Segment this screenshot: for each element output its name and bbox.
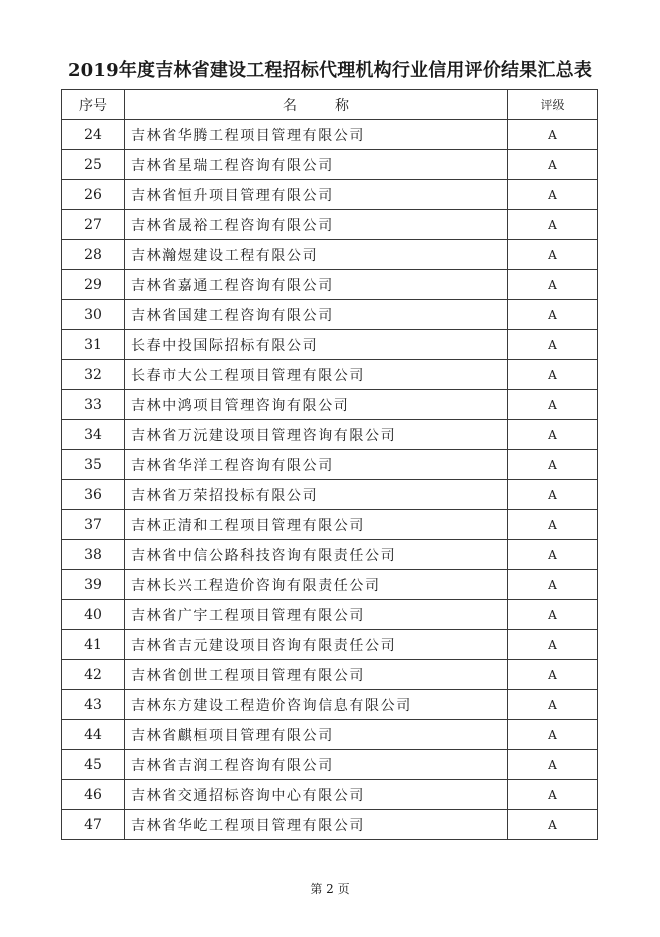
table-row	[62, 360, 598, 390]
rating-grade: A	[508, 300, 598, 330]
row-number: 42	[62, 660, 125, 690]
row-number: 25	[62, 150, 125, 180]
rating-grade: A	[508, 810, 598, 840]
company-name: 吉林省交通招标咨询中心有限公司	[125, 780, 508, 810]
row-number: 40	[62, 600, 125, 630]
table-row	[62, 270, 598, 300]
table-row	[62, 240, 598, 270]
company-name: 吉林正清和工程项目管理有限公司	[125, 510, 508, 540]
header-no: 序号	[62, 90, 125, 120]
row-number: 34	[62, 420, 125, 450]
company-name: 吉林省万荣招投标有限公司	[125, 480, 508, 510]
header-grade: 评级	[508, 90, 598, 120]
company-name: 长春中投国际招标有限公司	[125, 330, 508, 360]
table-row	[62, 450, 598, 480]
table-row	[62, 480, 598, 510]
table-row	[62, 810, 598, 840]
company-name: 吉林省星瑞工程咨询有限公司	[125, 150, 508, 180]
table-row	[62, 510, 598, 540]
table-row	[62, 180, 598, 210]
rating-grade: A	[508, 480, 598, 510]
company-name: 吉林省中信公路科技咨询有限责任公司	[125, 540, 508, 570]
row-number: 24	[62, 120, 125, 150]
table-row	[62, 660, 598, 690]
row-number: 43	[62, 690, 125, 720]
rating-grade: A	[508, 570, 598, 600]
row-number: 30	[62, 300, 125, 330]
row-number: 35	[62, 450, 125, 480]
rating-grade: A	[508, 780, 598, 810]
company-name: 吉林省恒升项目管理有限公司	[125, 180, 508, 210]
table-row	[62, 750, 598, 780]
table-row	[62, 720, 598, 750]
company-name: 吉林省广宇工程项目管理有限公司	[125, 600, 508, 630]
rating-grade: A	[508, 240, 598, 270]
company-name: 吉林东方建设工程造价咨询信息有限公司	[125, 690, 508, 720]
company-name: 吉林省万沅建设项目管理咨询有限公司	[125, 420, 508, 450]
table-row	[62, 630, 598, 660]
row-number: 31	[62, 330, 125, 360]
company-name: 吉林瀚煜建设工程有限公司	[125, 240, 508, 270]
row-number: 46	[62, 780, 125, 810]
company-name: 吉林长兴工程造价咨询有限责任公司	[125, 570, 508, 600]
row-number: 28	[62, 240, 125, 270]
table-row	[62, 540, 598, 570]
table-header-row	[62, 90, 598, 120]
rating-grade: A	[508, 600, 598, 630]
rating-grade: A	[508, 120, 598, 150]
row-number: 29	[62, 270, 125, 300]
company-name: 吉林省晟裕工程咨询有限公司	[125, 210, 508, 240]
row-number: 32	[62, 360, 125, 390]
header-name-part2: 称	[335, 97, 349, 114]
table-row	[62, 120, 598, 150]
rating-grade: A	[508, 150, 598, 180]
company-name: 吉林省吉润工程咨询有限公司	[125, 750, 508, 780]
row-number: 36	[62, 480, 125, 510]
company-name: 吉林省创世工程项目管理有限公司	[125, 660, 508, 690]
company-name: 吉林省华腾工程项目管理有限公司	[125, 120, 508, 150]
rating-grade: A	[508, 360, 598, 390]
rating-grade: A	[508, 690, 598, 720]
rating-grade: A	[508, 270, 598, 300]
table-row	[62, 420, 598, 450]
company-name: 吉林中鸿项目管理咨询有限公司	[125, 390, 508, 420]
table-row	[62, 150, 598, 180]
table-row	[62, 690, 598, 720]
company-name: 长春市大公工程项目管理有限公司	[125, 360, 508, 390]
page-number: 第 2 页	[310, 882, 350, 896]
row-number: 38	[62, 540, 125, 570]
rating-grade: A	[508, 720, 598, 750]
company-name: 吉林省华洋工程咨询有限公司	[125, 450, 508, 480]
table-row	[62, 570, 598, 600]
company-name: 吉林省嘉通工程咨询有限公司	[125, 270, 508, 300]
table-row	[62, 780, 598, 810]
rating-grade: A	[508, 750, 598, 780]
rating-grade: A	[508, 450, 598, 480]
rating-grade: A	[508, 540, 598, 570]
rating-grade: A	[508, 420, 598, 450]
table-body	[62, 120, 598, 840]
row-number: 41	[62, 630, 125, 660]
company-name: 吉林省麒桓项目管理有限公司	[125, 720, 508, 750]
table-row	[62, 600, 598, 630]
rating-grade: A	[508, 210, 598, 240]
row-number: 44	[62, 720, 125, 750]
table-row	[62, 210, 598, 240]
row-number: 39	[62, 570, 125, 600]
header-name	[125, 90, 508, 120]
row-number: 27	[62, 210, 125, 240]
table-row	[62, 330, 598, 360]
page-title: 2019年度吉林省建设工程招标代理机构行业信用评价结果汇总表	[67, 60, 593, 81]
row-number: 37	[62, 510, 125, 540]
table-row	[62, 390, 598, 420]
table-row	[62, 300, 598, 330]
row-number: 47	[62, 810, 125, 840]
rating-grade: A	[508, 330, 598, 360]
row-number: 26	[62, 180, 125, 210]
company-name: 吉林省华屹工程项目管理有限公司	[125, 810, 508, 840]
rating-table	[61, 89, 598, 840]
company-name: 吉林省吉元建设项目咨询有限责任公司	[125, 630, 508, 660]
row-number: 33	[62, 390, 125, 420]
rating-grade: A	[508, 510, 598, 540]
rating-grade: A	[508, 180, 598, 210]
company-name: 吉林省国建工程咨询有限公司	[125, 300, 508, 330]
rating-grade: A	[508, 660, 598, 690]
header-name-part1: 名	[283, 97, 297, 114]
rating-grade: A	[508, 630, 598, 660]
row-number: 45	[62, 750, 125, 780]
rating-grade: A	[508, 390, 598, 420]
